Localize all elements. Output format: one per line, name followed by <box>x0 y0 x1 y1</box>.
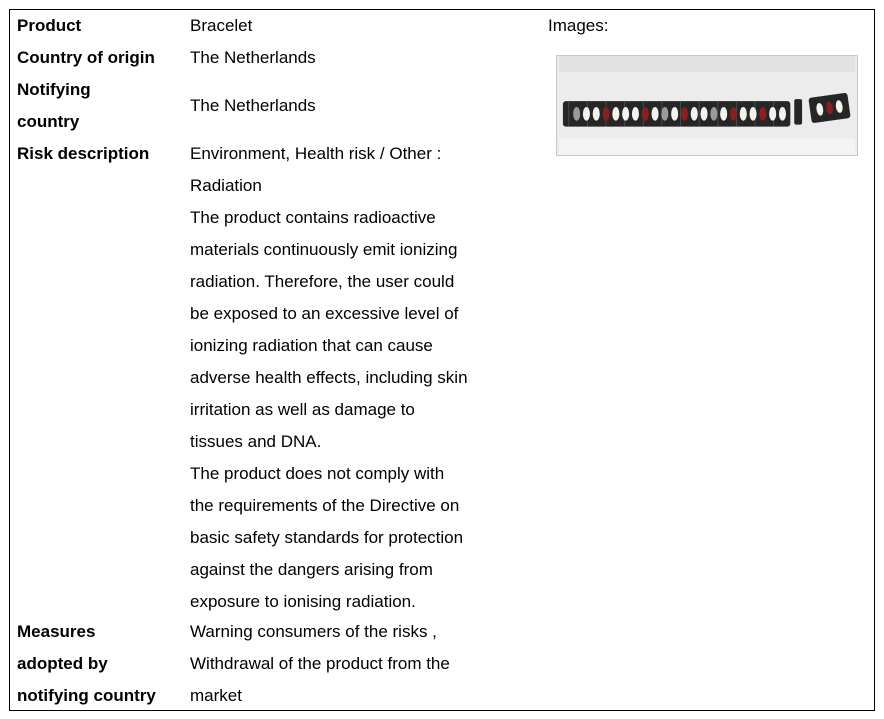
country-of-origin-label: Country of origin <box>17 48 155 67</box>
photo-top-shade <box>559 56 855 72</box>
risk-description-line: basic safety standards for protection <box>190 528 464 547</box>
measures-line: Withdrawal of the product from the <box>190 654 450 673</box>
risk-description-line: The product contains radioactive <box>190 208 436 227</box>
risk-description-line: radiation. Therefore, the user could <box>190 272 455 291</box>
measures-label-line-3: notifying country <box>17 686 156 705</box>
bracelet-stone <box>661 107 668 121</box>
risk-description-line: be exposed to an excessive level of <box>190 304 459 323</box>
bracelet-stone <box>603 107 610 121</box>
bracelet-photo <box>557 56 857 155</box>
risk-description-line: adverse health effects, including skin <box>190 368 468 387</box>
images-label: Images: <box>548 16 609 35</box>
measures-label-line-2: adopted by <box>17 654 108 673</box>
bracelet-stone <box>730 107 737 121</box>
bracelet-stone <box>622 107 629 121</box>
notifying-country-label-line-1: Notifying <box>17 80 91 99</box>
risk-description-line: materials continuously emit ionizing <box>190 240 458 259</box>
risk-description-line: tissues and DNA. <box>190 432 322 451</box>
bracelet-stone <box>652 107 659 121</box>
product-value: Bracelet <box>190 16 253 35</box>
bracelet-clasp <box>794 99 802 124</box>
bracelet-stone <box>740 107 747 121</box>
bracelet-stone <box>681 107 688 121</box>
product-label: Product <box>17 16 82 35</box>
bracelet-stone <box>750 107 757 121</box>
risk-description-line: ionizing radiation that can cause <box>190 336 433 355</box>
bracelet-stone <box>671 107 678 121</box>
bracelet-stone <box>759 107 766 121</box>
risk-description-line: against the dangers arising from <box>190 560 433 579</box>
bracelet-stone <box>642 107 649 121</box>
risk-description-label: Risk description <box>17 144 150 163</box>
bracelet-stone <box>632 107 639 121</box>
bracelet-stone <box>720 107 727 121</box>
bracelet-stone <box>710 107 717 121</box>
risk-description-line: Environment, Health risk / Other : <box>190 144 442 163</box>
bracelet-stone <box>769 107 776 121</box>
risk-description-line: the requirements of the Directive on <box>190 496 460 515</box>
photo-bottom-shade <box>559 139 855 155</box>
bracelet-stone <box>779 107 786 121</box>
risk-description-line: exposure to ionising radiation. <box>190 592 416 611</box>
bracelet-stone <box>573 107 580 121</box>
measures-label-line-1: Measures <box>17 622 96 641</box>
bracelet-stone <box>612 107 619 121</box>
bracelet-stone <box>701 107 708 121</box>
risk-description-line: Radiation <box>190 176 262 195</box>
notifying-country-label-line-2: country <box>17 112 80 131</box>
country-of-origin-value: The Netherlands <box>190 48 316 67</box>
bracelet-stone <box>593 107 600 121</box>
measures-line: market <box>190 686 242 705</box>
product-image <box>556 55 858 156</box>
bracelet-stone <box>691 107 698 121</box>
risk-description-line: irritation as well as damage to <box>190 400 415 419</box>
risk-description-line: The product does not comply with <box>190 464 445 483</box>
notifying-country-value: The Netherlands <box>190 96 316 115</box>
bracelet-stone <box>583 107 590 121</box>
measures-line: Warning consumers of the risks , <box>190 622 437 641</box>
